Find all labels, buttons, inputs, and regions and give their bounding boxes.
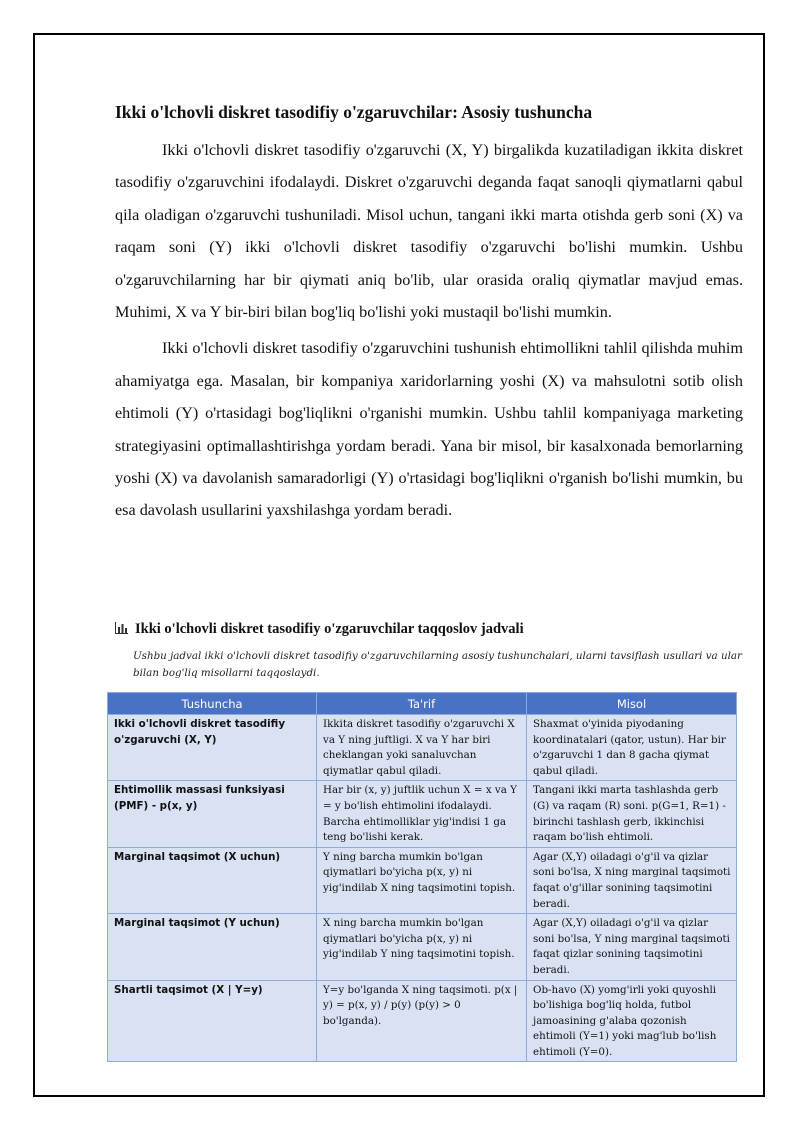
- example-cell: Ob-havo (X) yomg'irli yoki quyoshli bo'lishiga bog'liq holda, futbol jamoasining g'alaba qozonish ehtimoli (Y=1) yoki mag'lub bo'lish ehtimoli (Y=0).: [527, 980, 737, 1062]
- concept-cell: Marginal taqsimot (X uchun): [108, 847, 317, 913]
- definition-cell: Ikkita diskret tasodifiy o'zgaruvchi X va Y ning juftligi. X va Y har biri cheklangan yoki sanaluvchan qiymatlar qabul qiladi.: [317, 715, 527, 781]
- comparison-table: [107, 692, 737, 1062]
- document-heading: Ikki o'lchovli diskret tasodifiy o'zgaruvchilar: Asosiy tushuncha: [115, 102, 593, 122]
- document-body: [115, 98, 743, 531]
- concept-cell: Marginal taqsimot (Y uchun): [108, 914, 317, 980]
- column-header-example: Misol: [527, 693, 737, 715]
- paragraph-2: Ikki o'lchovli diskret tasodifiy o'zgaruvchini tushunish ehtimollikni tahlil qilishda muhim ahamiyatga ega. Masalan, bir kompaniya xaridorlarning yoshi (X) va mahsulotni sotib olish ehtimoli (Y) o'rtasidagi bog'liqlikni o'rganishi mumkin. Ushbu tahlil kompaniyaga marketing strategiyasini optimallashtirishga yordam beradi. Yana bir misol, bir kasalxonada bemorlarning yoshi (X) va davolanish samaradorligi (Y) o'rtasidagi bog'liqlikni o'rganish bo'lishi mumkin, bu esa davolash usullarini yaxshilashga yordam beradi.: [115, 339, 743, 520]
- concept-cell: Ikki o'lchovli diskret tasodifiy o'zgaruvchi (X, Y): [108, 715, 317, 781]
- bar-chart-icon: [115, 622, 128, 634]
- column-header-definition: Ta'rif: [317, 693, 527, 715]
- table-row: [108, 914, 737, 980]
- definition-cell: Y ning barcha mumkin bo'lgan qiymatlari bo'yicha p(x, y) ni yig'indilab X ning taqsimotini topish.: [317, 847, 527, 913]
- table-caption: Ushbu jadval ikki o'lchovli diskret tasodifiy o'zgaruvchilarning asosiy tushunchalari, ularni tavsiflash usullari va ular bilan bog'liq misollarni taqqoslaydi.: [133, 650, 742, 679]
- definition-cell: Y=y bo'lganda X ning taqsimoti. p(x | y) = p(x, y) / p(y) (p(y) > 0 bo'lganda).: [317, 980, 527, 1062]
- table-row: [108, 715, 737, 781]
- example-cell: Shaxmat o'yinida piyodaning koordinatalari (qator, ustun). Har bir o'zgaruvchi 1 dan 8 gacha qiymat qabul qiladi.: [527, 715, 737, 781]
- table-row: [108, 847, 737, 913]
- definition-cell: X ning barcha mumkin bo'lgan qiymatlari bo'yicha p(x, y) ni yig'indilab Y ning taqsimotini topish.: [317, 914, 527, 980]
- definition-cell: Har bir (x, y) juftlik uchun X = x va Y = y bo'lish ehtimolini ifodalaydi. Barcha ehtimolliklar yig'indisi 1 ga teng bo'lishi kerak.: [317, 781, 527, 847]
- concept-cell: Shartli taqsimot (X | Y=y): [108, 980, 317, 1062]
- example-cell: Agar (X,Y) oiladagi o'g'il va qizlar soni bo'lsa, X ning marginal taqsimoti faqat o'g'illar sonining taqsimotini beradi.: [527, 847, 737, 913]
- example-cell: Tangani ikki marta tashlashda gerb (G) va raqam (R) soni. p(G=1, R=1) - birinchi tashlash gerb, ikkinchisi raqam bo'lish ehtimoli.: [527, 781, 737, 847]
- paragraph-1: Ikki o'lchovli diskret tasodifiy o'zgaruvchi (X, Y) birgalikda kuzatiladigan ikkita diskret tasodifiy o'zgaruvchini ifodalaydi. Diskret o'zgaruvchi deganda faqat sanoqli qiymatlarni qabul qila oladigan o'zgaruvchi tushuniladi. Misol uchun, tangani ikki marta otishda gerb soni (X) va raqam soni (Y) ikki o'lchovli diskret tasodifiy o'zgaruvchi bo'lishi mumkin. Ushbu o'zgaruvchilarning har bir qiymati aniq bo'lib, ular orasida oraliq qiymatlar mavjud emas. Muhimi, X va Y bir-biri bilan bog'liq bo'lishi yoki mustaqil bo'lishi mumkin.: [115, 141, 743, 322]
- concept-cell: Ehtimollik massasi funksiyasi (PMF) - p(x, y): [108, 781, 317, 847]
- table-title: Ikki o'lchovli diskret tasodifiy o'zgaruvchilar taqqoslov jadvali: [135, 621, 524, 637]
- table-heading: [115, 618, 745, 640]
- table-header-row: [108, 693, 737, 715]
- column-header-concept: Tushuncha: [108, 693, 317, 715]
- table-row: [108, 781, 737, 847]
- example-cell: Agar (X,Y) oiladagi o'g'il va qizlar soni bo'lsa, Y ning marginal taqsimoti faqat qizlar sonining taqsimotini beradi.: [527, 914, 737, 980]
- table-row: [108, 980, 737, 1062]
